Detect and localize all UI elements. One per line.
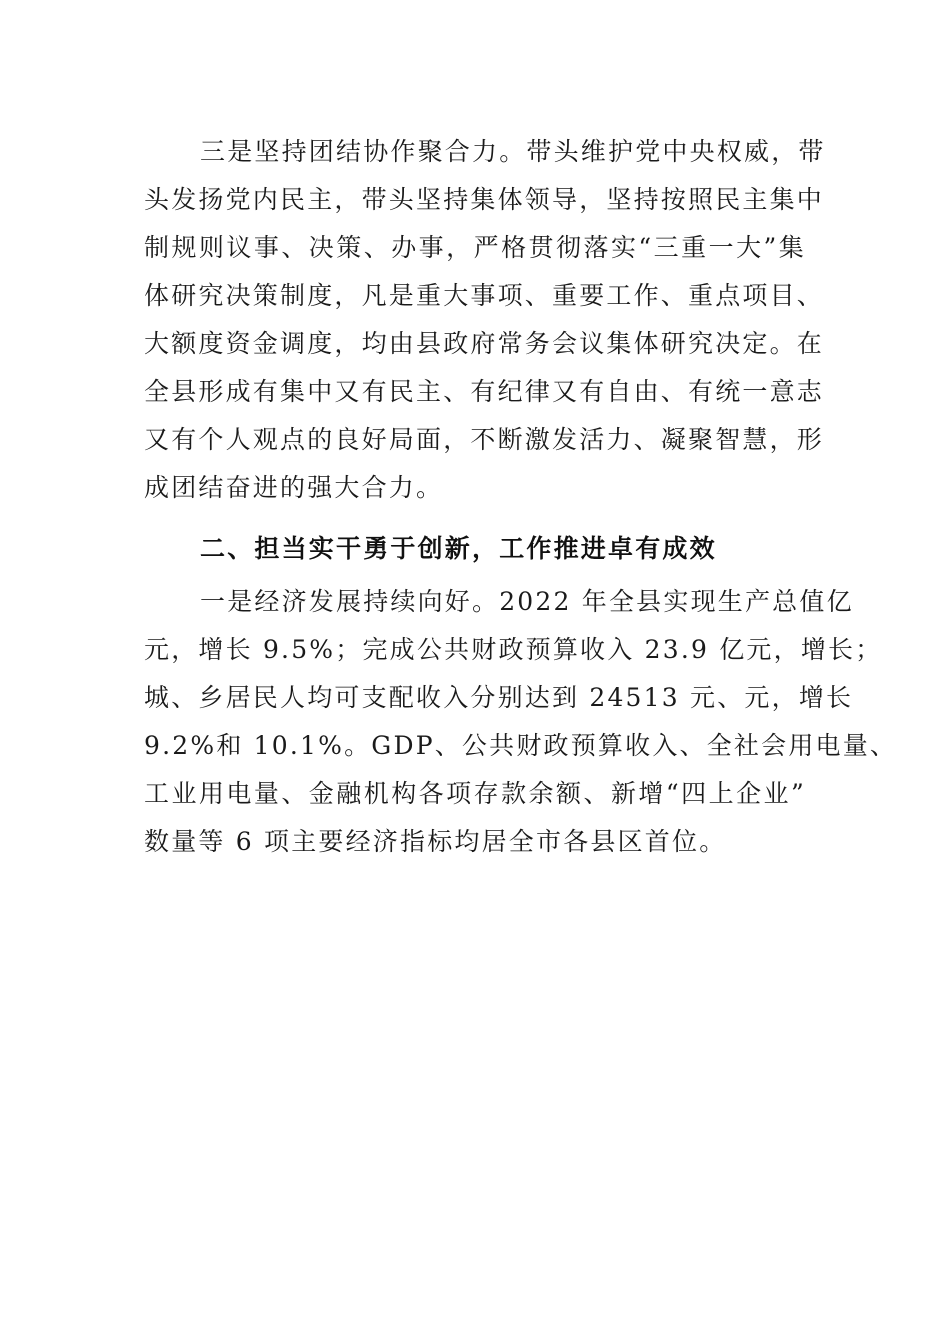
paragraph-line: 头发扬党内民主，带头坚持集体领导，坚持按照民主集中 <box>144 185 825 214</box>
paragraph-line: 又有个人观点的良好局面，不断激发活力、凝聚智慧，形 <box>144 425 825 454</box>
paragraph-line: 9.2%和 10.1%。GDP、公共财政预算收入、全社会用电量、 <box>144 731 898 760</box>
paragraph-line: 大额度资金调度，均由县政府常务会议集体研究决定。在 <box>144 329 825 358</box>
paragraph-line: 数量等 6 项主要经济指标均居全市各县区首位。 <box>144 827 727 856</box>
paragraph-line: 城、乡居民人均可支配收入分别达到 24513 元、元，增长 <box>144 683 854 712</box>
paragraph-line: 体研究决策制度，凡是重大事项、重要工作、重点项目、 <box>144 281 825 310</box>
paragraph-line: 成团结奋进的强大合力。 <box>144 473 444 502</box>
section-heading: 二、担当实干勇于创新，工作推进卓有成效 <box>200 534 717 563</box>
paragraph-line: 全县形成有集中又有民主、有纪律又有自由、有统一意志 <box>144 377 825 406</box>
paragraph-line: 三是坚持团结协作聚合力。带头维护党中央权威，带 <box>200 137 826 166</box>
paragraph-economic-development <box>144 578 898 866</box>
paragraph-line: 制规则议事、决策、办事，严格贯彻落实“三重一大”集 <box>144 233 806 262</box>
paragraph-unity-cooperation <box>144 128 826 512</box>
paragraph-line: 一是经济发展持续向好。2022 年全县实现生产总值亿 <box>200 587 854 616</box>
paragraph-line: 工业用电量、金融机构各项存款余额、新增“四上企业” <box>144 779 806 808</box>
paragraph-line: 元，增长 9.5%；完成公共财政预算收入 23.9 亿元，增长； <box>144 635 883 664</box>
